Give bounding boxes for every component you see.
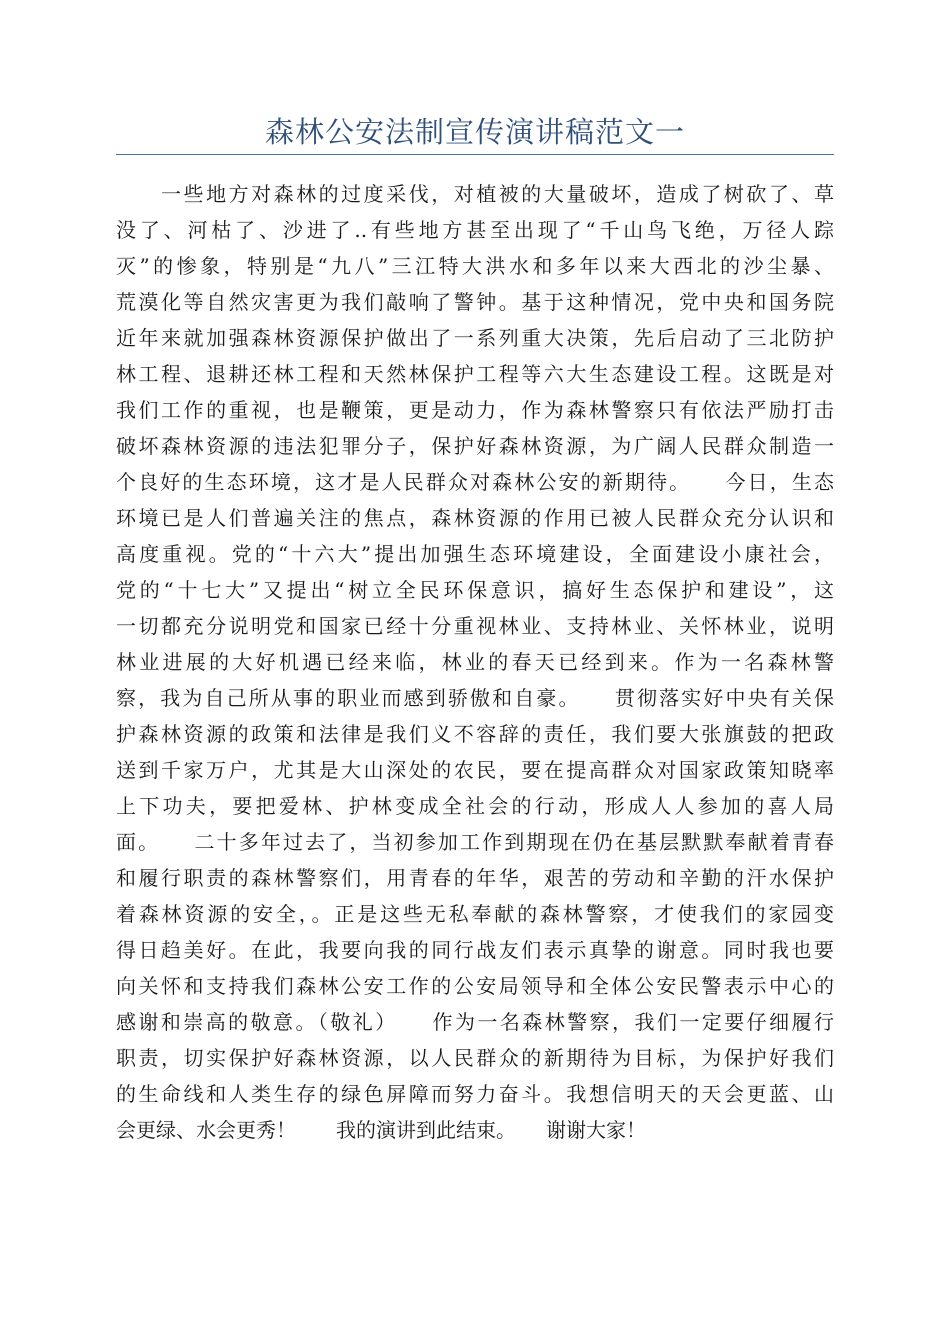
body-line: 一切都充分说明党和国家已经十分重视林业、支持林业、关怀林业，说明: [116, 614, 834, 638]
body-line: 灭”的惨象，特别是“九八”三江特大洪水和多年以来大西北的沙尘暴、: [116, 254, 834, 278]
body-line: 党的“十七大”又提出“树立全民环保意识，搞好生态保护和建设”，这: [116, 578, 834, 602]
body-line: 面。 二十多年过去了，当初参加工作到期现在仍在基层默默奉献着青春: [116, 830, 834, 854]
document-title: 森林公安法制宣传演讲稿范文一: [264, 115, 685, 149]
body-line: 我们工作的重视，也是鞭策，更是动力，作为森林警察只有依法严励打击: [116, 398, 834, 422]
body-line: 职责，切实保护好森林资源，以人民群众的新期待为目标，为保护好我们: [116, 1046, 834, 1070]
body-line: 向关怀和支持我们森林公安工作的公安局领导和全体公安民警表示中心的: [116, 974, 834, 998]
document-body: [116, 176, 834, 1148]
body-line: 得日趋美好。在此，我要向我的同行战友们表示真挚的谢意。同时我也要: [116, 938, 834, 962]
body-line: 的生命线和人类生存的绿色屏障而努力奋斗。我想信明天的天会更蓝、山: [116, 1082, 834, 1106]
body-line: 个良好的生态环境，这才是人民群众对森林公安的新期待。 今日，生态: [116, 470, 834, 494]
body-line: 上下功夫，要把爱林、护林变成全社会的行动，形成人人参加的喜人局: [116, 794, 834, 818]
body-line: 一些地方对森林的过度采伐，对植被的大量破坏，造成了树砍了、草: [116, 182, 834, 206]
body-line: 和履行职责的森林警察们，用青春的年华，艰苦的劳动和辛勤的汗水保护: [116, 866, 834, 890]
body-line: 着森林资源的安全，。正是这些无私奉献的森林警察，才使我们的家园变: [116, 902, 834, 926]
body-line: 环境已是人们普遍关注的焦点，森林资源的作用已被人民群众充分认识和: [116, 506, 834, 530]
body-line: 感谢和崇高的敬意。（敬礼） 作为一名森林警察，我们一定要仔细履行: [116, 1010, 834, 1034]
body-line: 破坏森林资源的违法犯罪分子，保护好森林资源，为广阔人民群众制造一: [116, 434, 834, 458]
body-line: 送到千家万户，尤其是大山深处的农民，要在提高群众对国家政策知晓率: [116, 758, 834, 782]
body-line: 近年来就加强森林资源保护做出了一系列重大决策，先后启动了三北防护: [116, 326, 834, 350]
body-line: 林工程、退耕还林工程和天然林保护工程等六大生态建设工程。这既是对: [116, 362, 834, 386]
body-line: 没了、河枯了、沙进了..有些地方甚至出现了“千山鸟飞绝，万径人踪: [116, 218, 834, 242]
body-line: 高度重视。党的“十六大”提出加强生态环境建设，全面建设小康社会，: [116, 542, 834, 566]
body-line: 护森林资源的政策和法律是我们义不容辞的责任，我们要大张旗鼓的把政: [116, 722, 834, 746]
title-underline: [116, 154, 834, 155]
body-line: 察，我为自己所从事的职业而感到骄傲和自豪。 贯彻落实好中央有关保: [116, 686, 834, 710]
body-line: 会更绿、水会更秀！ 我的演讲到此结束。 谢谢大家！: [116, 1118, 646, 1142]
body-line: 荒漠化等自然灾害更为我们敲响了警钟。基于这种情况，党中央和国务院: [116, 290, 834, 314]
body-line: 林业进展的大好机遇已经来临，林业的春天已经到来。作为一名森林警: [116, 650, 834, 674]
